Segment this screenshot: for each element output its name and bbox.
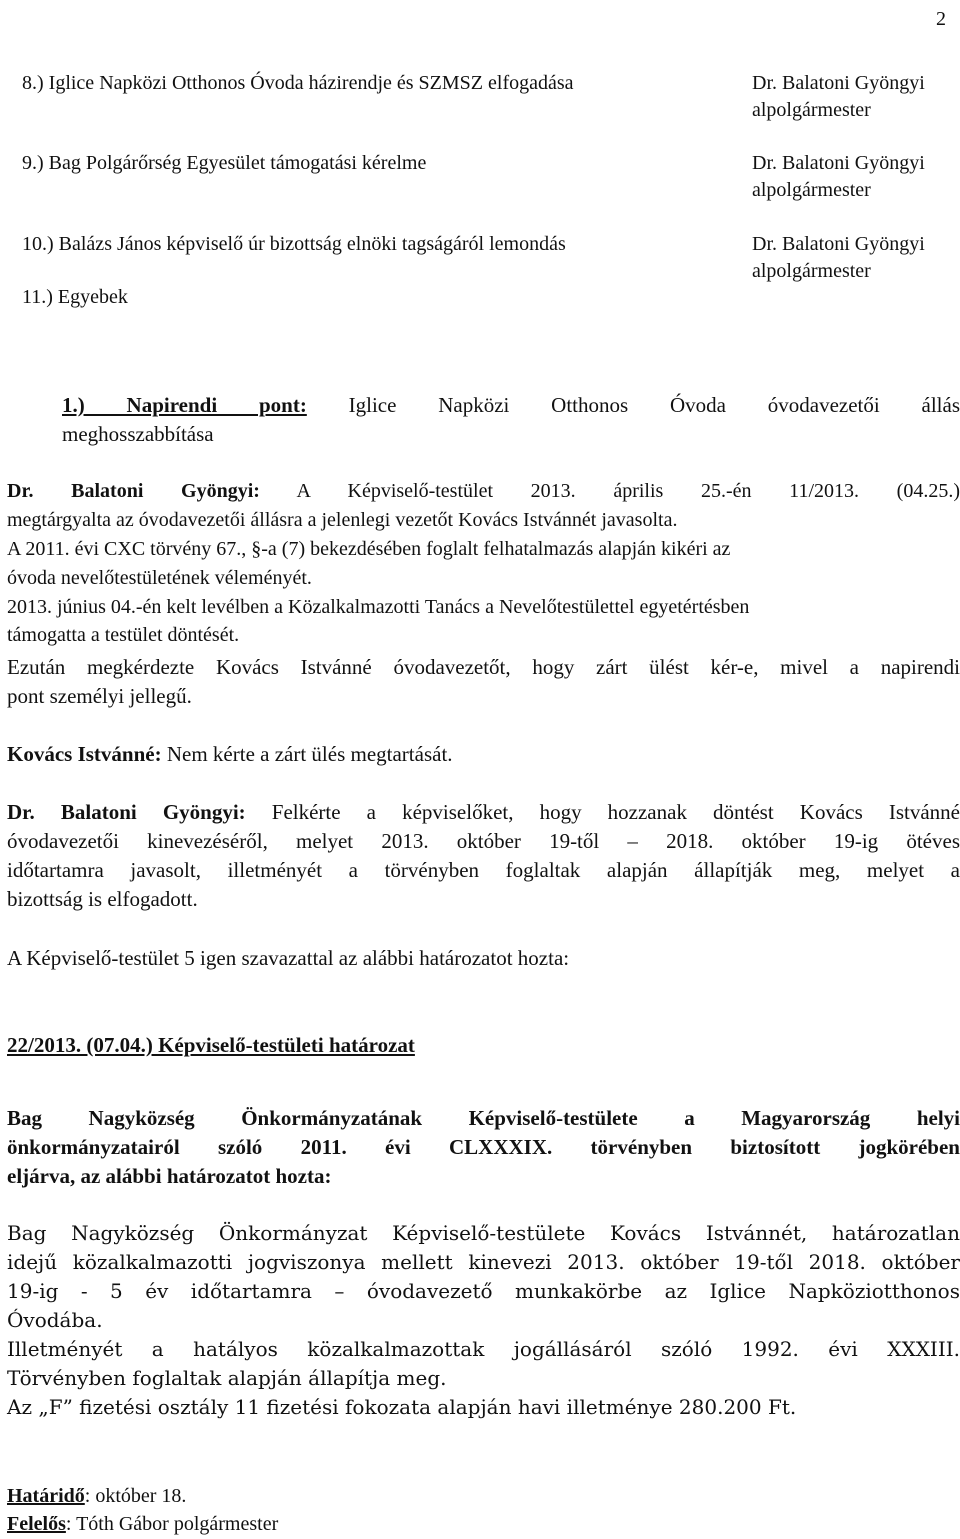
resolution-intro-line2: önkormányzatairól szóló 2011. évi CLXXXIX. törvényben biztosított jogkörében <box>7 1135 960 1159</box>
ezutan-line1: Ezután megkérdezte Kovács Istvánné óvodavezetőt, hogy zárt ülést kér-e, mivel a napirendi <box>7 655 960 679</box>
speaker1-text: A Képviselő-testület 2013. április 25.-én 11/2013. (04.25.) <box>296 480 960 502</box>
section-heading <box>62 391 960 420</box>
speaker1-line1 <box>7 478 960 504</box>
section-label: 1.) Napirendi pont: <box>62 393 307 417</box>
speaker1-line3: A 2011. évi CXC törvény 67., §-a (7) bekezdésében foglalt felhatalmazás alapján kikéri az <box>7 538 731 560</box>
agenda-presenter-10: Dr. Balatoni Gyöngyi <box>752 233 925 255</box>
vote-text: A Képviselő-testület 5 igen szavazattal az alábbi határozatot hozta: <box>7 946 570 970</box>
section-title-line2: meghosszabbítása <box>62 422 214 446</box>
agenda-role-8: alpolgármester <box>752 99 871 121</box>
deadline-label: Határidő <box>7 1485 85 1507</box>
resolution-body-line1: Bag Nagyközség Önkormányzat Képviselő-testülete Kovács Istvánnét, határozatlan <box>7 1221 960 1245</box>
resolution-body-line5: Illetményét a hatályos közalkalmazottak jogállásáról szóló 1992. évi XXXIII. <box>7 1337 960 1361</box>
section-title: Iglice Napközi Otthonos Óvoda óvodavezetői állás <box>348 393 960 417</box>
speaker2-text: Nem kérte a zárt ülés megtartását. <box>166 742 453 766</box>
speaker3-line1 <box>7 798 960 827</box>
responsible-label: Felelős <box>7 1513 66 1535</box>
speaker3-name: Dr. Balatoni Gyöngyi: <box>7 800 246 824</box>
speaker3-line4: bizottság is elfogadott. <box>7 887 198 911</box>
responsible-line <box>7 1511 278 1537</box>
resolution-intro-line1: Bag Nagyközség Önkormányzatának Képviselő-testülete a Magyarország helyi <box>7 1106 960 1130</box>
resolution-intro-line3: eljárva, az alábbi határozatot hozta: <box>7 1164 332 1188</box>
responsible-value: : Tóth Gábor polgármester <box>65 1513 279 1535</box>
resolution-body-line6: Törvényben foglaltak alapján állapítja meg. <box>7 1366 447 1390</box>
resolution-body-line4: Óvodába. <box>7 1308 103 1332</box>
speaker1-line6: támogatta a testület döntését. <box>7 624 240 646</box>
resolution-body-line3: 19-ig - 5 év időtartamra – óvodavezető munkakörbe az Iglice Napköziotthonos <box>7 1279 960 1303</box>
speaker1-line4: óvoda nevelőtestületének véleményét. <box>7 567 312 589</box>
speaker3-line2: óvodavezetői kinevezéséről, melyet 2013. október 19-től – 2018. október 19-ig ötéves <box>7 829 960 853</box>
agenda-role-10: alpolgármester <box>752 260 871 282</box>
speaker2-name: Kovács Istvánné: <box>7 742 162 766</box>
agenda-item-10: 10.) Balázs János képviselő úr bizottság elnöki tagságáról lemondás <box>22 233 566 255</box>
resolution-body-line2: idejű közalkalmazotti jogviszonya mellett kinevezi 2013. október 19-től 2018. október <box>7 1250 960 1274</box>
speaker1-name: Dr. Balatoni Gyöngyi: <box>7 480 260 502</box>
speaker2-line <box>7 740 453 769</box>
deadline-line <box>7 1483 186 1509</box>
page-number: 2 <box>936 8 946 30</box>
agenda-presenter-8: Dr. Balatoni Gyöngyi <box>752 72 925 94</box>
agenda-role-9: alpolgármester <box>752 179 871 201</box>
speaker1-line2: megtárgyalta az óvodavezetői állásra a jelenlegi vezetőt Kovács Istvánnét javasolta. <box>7 509 678 531</box>
speaker3-line3: időtartamra javasolt, illetményét a törvényben foglaltak alapján állapítják meg, melyet a <box>7 858 960 882</box>
ezutan-line2: pont személyi jellegű. <box>7 684 192 708</box>
speaker3-text: Felkérte a képviselőket, hogy hozzanak döntést Kovács Istvánné <box>271 800 960 824</box>
agenda-presenter-9: Dr. Balatoni Gyöngyi <box>752 152 925 174</box>
agenda-item-9: 9.) Bag Polgárőrség Egyesület támogatási kérelme <box>22 152 427 174</box>
deadline-value: : október 18. <box>84 1485 187 1507</box>
resolution-body-line7: Az „F” fizetési osztály 11 fizetési fokozata alapján havi illetménye 280.200 Ft. <box>7 1395 797 1419</box>
agenda-item-8: 8.) Iglice Napközi Otthonos Óvoda házirendje és SZMSZ elfogadása <box>22 72 574 94</box>
agenda-item-11: 11.) Egyebek <box>22 286 128 308</box>
resolution-title: 22/2013. (07.04.) Képviselő-testületi határozat <box>7 1033 415 1057</box>
speaker1-line5: 2013. június 04.-én kelt levélben a Közalkalmazotti Tanács a Nevelőtestülettel egyetértésben <box>7 596 750 618</box>
